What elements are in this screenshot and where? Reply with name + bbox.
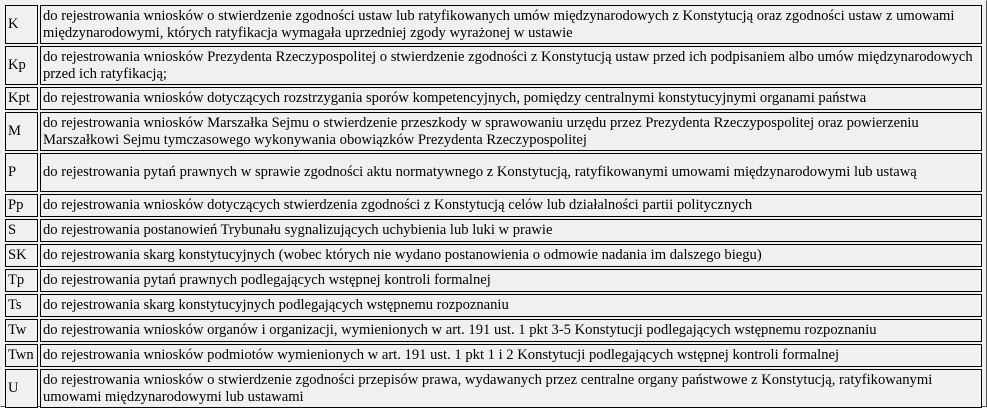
table-row bbox=[5, 5, 982, 44]
description-cell: do rejestrowania wniosków dotyczących rozstrzygania sporów kompetencyjnych, pomiędzy centralnymi konstytucyjnymi organami państwa bbox=[40, 87, 982, 110]
description-cell: do rejestrowania wniosków organów i organizacji, wymienionych w art. 191 ust. 1 pkt 3-5 Konstytucji podlegających wstępnemu rozpoznaniu bbox=[40, 319, 982, 342]
table-row bbox=[5, 112, 982, 151]
code-cell: SK bbox=[5, 244, 38, 267]
code-cell: Kpt bbox=[5, 87, 38, 110]
code-cell: K bbox=[5, 5, 38, 44]
table-row bbox=[5, 369, 982, 408]
description-cell: do rejestrowania wniosków o stwierdzenie zgodności przepisów prawa, wydawanych przez centralne organy państwowe z Konstytucją, ratyfikowanymi umowami międzynarodowymi lub ustawami bbox=[40, 369, 982, 408]
code-cell: Ts bbox=[5, 294, 38, 317]
table-row bbox=[5, 87, 982, 110]
case-codes-table bbox=[3, 3, 984, 410]
table-row bbox=[5, 194, 982, 217]
code-cell: P bbox=[5, 153, 38, 192]
description-cell: do rejestrowania wniosków Prezydenta Rzeczypospolitej o stwierdzenie zgodności z Konstytucją ustaw przed ich podpisaniem albo umów międzynarodowych przed ich ratyfikacją; bbox=[40, 46, 982, 85]
table-row bbox=[5, 319, 982, 342]
description-cell: do rejestrowania pytań prawnych w sprawie zgodności aktu normatywnego z Konstytucją, ratyfikowanymi umowami międzynarodowymi lub ustawą bbox=[40, 153, 982, 192]
table-row bbox=[5, 269, 982, 292]
description-cell: do rejestrowania wniosków podmiotów wymienionych w art. 191 ust. 1 pkt 1 i 2 Konstytucji podlegających wstępnej kontroli formalnej bbox=[40, 344, 982, 367]
code-cell: U bbox=[5, 369, 38, 408]
description-cell: do rejestrowania wniosków o stwierdzenie zgodności ustaw lub ratyfikowanych umów międzynarodowych z Konstytucją oraz zgodności ustaw z umowami międzynarodowymi, których ratyfikacja wymagała uprzedniej zgody wyrażonej w ustawie bbox=[40, 5, 982, 44]
table-row bbox=[5, 219, 982, 242]
description-cell: do rejestrowania wniosków dotyczących stwierdzenia zgodności z Konstytucją celów lub działalności partii politycznych bbox=[40, 194, 982, 217]
code-cell: Tw bbox=[5, 319, 38, 342]
table-row bbox=[5, 244, 982, 267]
table-row bbox=[5, 153, 982, 192]
description-cell: do rejestrowania pytań prawnych podlegających wstępnej kontroli formalnej bbox=[40, 269, 982, 292]
description-cell: do rejestrowania wniosków Marszałka Sejmu o stwierdzenie przeszkody w sprawowaniu urzędu przez Prezydenta Rzeczypospolitej oraz powierzeniu Marszałkowi Sejmu tymczasowego wykonywania obowiązków Prezydenta Rzeczypospolitej bbox=[40, 112, 982, 151]
description-cell: do rejestrowania skarg konstytucyjnych (wobec których nie wydano postanowienia o odmowie nadania im dalszego biegu) bbox=[40, 244, 982, 267]
code-cell: Pp bbox=[5, 194, 38, 217]
table-row bbox=[5, 294, 982, 317]
code-cell: Tp bbox=[5, 269, 38, 292]
table-row bbox=[5, 344, 982, 367]
description-cell: do rejestrowania postanowień Trybunału sygnalizujących uchybienia lub luki w prawie bbox=[40, 219, 982, 242]
code-cell: Twn bbox=[5, 344, 38, 367]
table-row bbox=[5, 46, 982, 85]
code-cell: S bbox=[5, 219, 38, 242]
code-cell: Kp bbox=[5, 46, 38, 85]
code-cell: M bbox=[5, 112, 38, 151]
description-cell: do rejestrowania skarg konstytucyjnych podlegających wstępnemu rozpoznaniu bbox=[40, 294, 982, 317]
